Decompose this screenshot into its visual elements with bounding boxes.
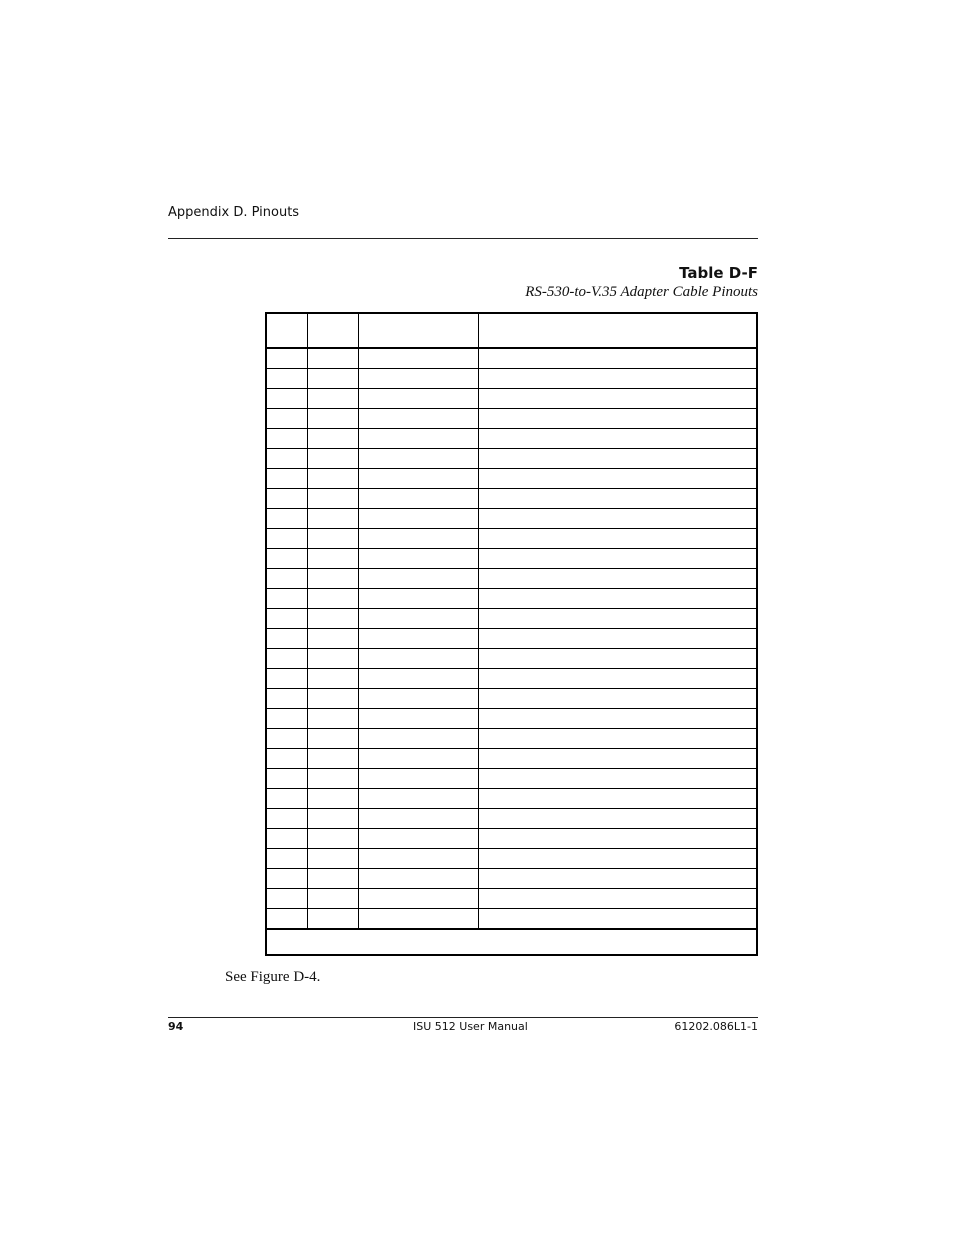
table-cell (307, 669, 358, 689)
table-cell (478, 809, 757, 829)
table-cell (266, 689, 307, 709)
table-row (266, 469, 757, 489)
table-cell (307, 409, 358, 429)
table-cell (358, 769, 478, 789)
pinout-table-body (266, 313, 757, 955)
running-head: Appendix D. Pinouts (168, 205, 300, 220)
table-row (266, 769, 757, 789)
table-cell (358, 869, 478, 889)
see-figure-note: See Figure D-4. (225, 969, 321, 985)
table-footer-cell (266, 929, 757, 955)
table-cell (478, 789, 757, 809)
table-cell (266, 449, 307, 469)
table-cell (307, 509, 358, 529)
table-cell (307, 469, 358, 489)
table-row (266, 869, 757, 889)
table-cell (478, 369, 757, 389)
table-cell (358, 829, 478, 849)
table-cell (266, 889, 307, 909)
table-cell (478, 709, 757, 729)
table-row (266, 749, 757, 769)
table-row (266, 629, 757, 649)
table-cell (358, 469, 478, 489)
pinout-table (265, 312, 758, 956)
table-cell (358, 609, 478, 629)
table-cell (266, 709, 307, 729)
table-cell (266, 609, 307, 629)
table-cell (307, 569, 358, 589)
table-cell (478, 609, 757, 629)
table-cell (478, 769, 757, 789)
header-rule (168, 238, 758, 239)
table-cell (266, 469, 307, 489)
table-cell (358, 449, 478, 469)
table-cell (307, 749, 358, 769)
header-cell (266, 313, 307, 348)
table-cell (266, 789, 307, 809)
table-cell (266, 649, 307, 669)
table-row (266, 569, 757, 589)
table-cell (478, 649, 757, 669)
page-number: 94 (168, 1020, 184, 1033)
table-cell (266, 809, 307, 829)
table-cell (266, 629, 307, 649)
table-row (266, 489, 757, 509)
table-cell (358, 889, 478, 909)
table-cell (478, 689, 757, 709)
table-cell (478, 889, 757, 909)
table-cell (307, 909, 358, 930)
table-cell (307, 689, 358, 709)
table-header-row (266, 313, 757, 348)
table-cell (358, 729, 478, 749)
table-cell (358, 649, 478, 669)
table-cell (307, 649, 358, 669)
table-cell (307, 889, 358, 909)
table-cell (478, 469, 757, 489)
table-cell (478, 348, 757, 369)
table-cell (358, 709, 478, 729)
table-cell (266, 669, 307, 689)
table-cell (307, 529, 358, 549)
table-cell (478, 489, 757, 509)
footer-rule (168, 1017, 758, 1018)
table-cell (478, 409, 757, 429)
table-cell (307, 869, 358, 889)
table-cell (307, 609, 358, 629)
table-cell (358, 569, 478, 589)
table-row (266, 589, 757, 609)
table-cell (266, 529, 307, 549)
table-cell (266, 389, 307, 409)
table-cell (478, 669, 757, 689)
table-row (266, 389, 757, 409)
table-cell (266, 829, 307, 849)
table-row (266, 909, 757, 930)
table-cell (478, 749, 757, 769)
table-row (266, 529, 757, 549)
table-row (266, 509, 757, 529)
table-cell (266, 589, 307, 609)
table-cell (478, 449, 757, 469)
table-cell (307, 348, 358, 369)
table-row (266, 789, 757, 809)
table-row (266, 649, 757, 669)
table-cell (358, 789, 478, 809)
table-cell (307, 709, 358, 729)
table-cell (358, 549, 478, 569)
table-cell (478, 629, 757, 649)
table-cell (307, 789, 358, 809)
table-cell (266, 549, 307, 569)
table-cell (266, 409, 307, 429)
table-cell (478, 909, 757, 930)
table-cell (307, 769, 358, 789)
table-cell (478, 869, 757, 889)
table-row (266, 829, 757, 849)
table-row (266, 609, 757, 629)
table-cell (478, 829, 757, 849)
table-cell (358, 389, 478, 409)
table-cell (307, 549, 358, 569)
table-cell (307, 729, 358, 749)
table-cell (358, 529, 478, 549)
header-cell (307, 313, 358, 348)
header-cell (358, 313, 478, 348)
table-row (266, 429, 757, 449)
table-cell (358, 749, 478, 769)
table-row (266, 409, 757, 429)
table-cell (478, 529, 757, 549)
table-cell (358, 849, 478, 869)
table-row (266, 669, 757, 689)
table-row (266, 729, 757, 749)
table-cell (478, 569, 757, 589)
table-row (266, 849, 757, 869)
table-caption: RS-530-to-V.35 Adapter Cable Pinouts (525, 284, 758, 300)
table-cell (478, 729, 757, 749)
table-cell (358, 629, 478, 649)
table-cell (307, 429, 358, 449)
table-footer-row (266, 929, 757, 955)
table-cell (307, 589, 358, 609)
table-cell (358, 429, 478, 449)
table-row (266, 689, 757, 709)
table-row (266, 889, 757, 909)
table-cell (358, 589, 478, 609)
table-cell (307, 449, 358, 469)
table-cell (266, 729, 307, 749)
table-cell (358, 369, 478, 389)
table-cell (358, 669, 478, 689)
table-cell (266, 429, 307, 449)
table-row (266, 348, 757, 369)
table-cell (307, 489, 358, 509)
table-cell (307, 629, 358, 649)
table-cell (266, 909, 307, 930)
table-cell (478, 429, 757, 449)
table-cell (266, 569, 307, 589)
table-row (266, 549, 757, 569)
table-cell (478, 509, 757, 529)
table-row (266, 709, 757, 729)
table-cell (266, 369, 307, 389)
table-cell (478, 549, 757, 569)
table-cell (358, 689, 478, 709)
header-cell (478, 313, 757, 348)
table-cell (307, 829, 358, 849)
table-cell (266, 869, 307, 889)
table-cell (266, 769, 307, 789)
table-cell (307, 849, 358, 869)
table-cell (358, 409, 478, 429)
table-cell (478, 389, 757, 409)
table-cell (478, 849, 757, 869)
table-cell (358, 809, 478, 829)
table-cell (266, 849, 307, 869)
table-cell (266, 348, 307, 369)
document-title: ISU 512 User Manual (413, 1020, 528, 1033)
table-cell (358, 909, 478, 930)
table-cell (266, 489, 307, 509)
table-cell (266, 509, 307, 529)
table-cell (478, 589, 757, 609)
part-number: 61202.086L1-1 (674, 1020, 758, 1033)
table-cell (266, 749, 307, 769)
table-cell (307, 809, 358, 829)
table-cell (307, 369, 358, 389)
table-row (266, 809, 757, 829)
table-cell (358, 348, 478, 369)
table-cell (358, 509, 478, 529)
table-cell (307, 389, 358, 409)
table-row (266, 369, 757, 389)
table-label: Table D-F (679, 264, 758, 282)
table-cell (358, 489, 478, 509)
table-row (266, 449, 757, 469)
